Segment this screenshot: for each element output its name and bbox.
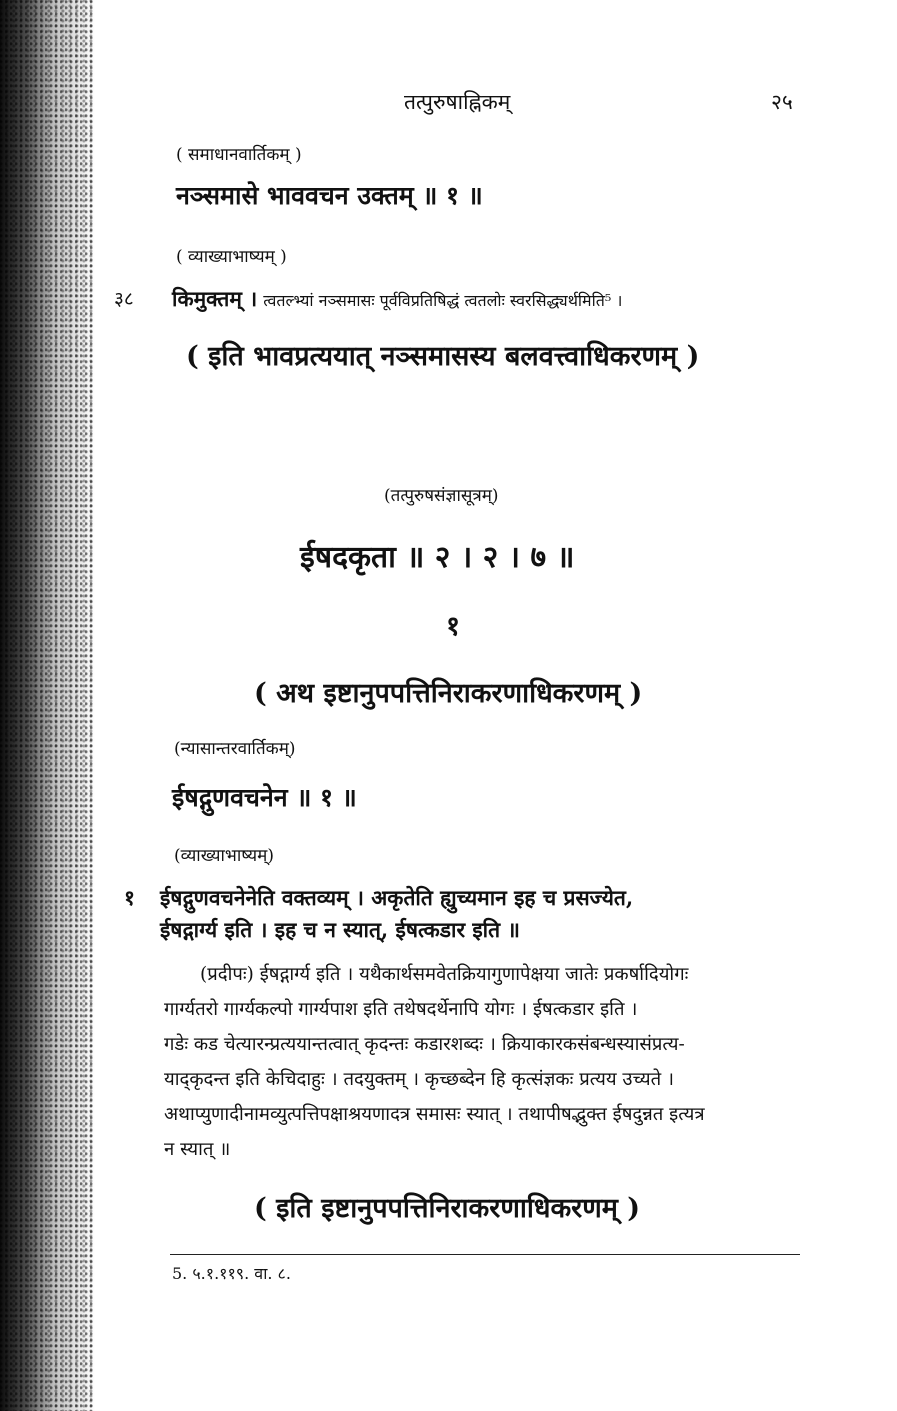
line-number-1: १ <box>124 885 135 910</box>
pradipa-line: गडेः कड चेत्यारन्प्रत्ययान्तत्वात् कृदन्तः कडारशब्दः । क्रियाकारकसंबन्धस्यासंप्रत्य- <box>164 1034 685 1055</box>
label-tatpurusha-sutra: (तत्पुरुषसंज्ञासूत्रम्) <box>384 486 499 506</box>
bhashya-line-1 <box>172 285 622 313</box>
bhashya-rest: त्वतल्भ्यां नञ्समासः पूर्वविप्रतिषिद्धं त्वतलोः स्वरसिद्ध्यर्थमिति⁵ । <box>263 291 623 310</box>
bhashya-line: ईषद्गुणवचनेनेति वक्तव्यम् । अकृतेति ह्युच्यमान इह च प्रसज्येत, <box>160 885 634 910</box>
page-number: २५ <box>771 90 793 114</box>
adhikarana-number: १ <box>446 611 461 642</box>
footnote: 5. ५.१.११९. वा. ८. <box>172 1264 291 1283</box>
bhashya-bold-kimuktam: किमुक्तम् । <box>172 286 258 311</box>
label-samadhana-vartika: ( समाधानवार्तिकम् ) <box>176 145 302 165</box>
scan-edge-shadow <box>0 0 95 1411</box>
sutra-2-2-7: ईषदकृता ॥ २ । २ । ७ ॥ <box>300 540 575 575</box>
line-number-38: ३८ <box>114 288 134 310</box>
vartika-1: नञ्समासे भाववचन उक्तम् ॥ १ ॥ <box>176 181 483 210</box>
running-header-title: तत्पुरुषाह्निकम् <box>404 90 511 114</box>
vartika-ishadgunavachanena: ईषद्गुणवचनेन ॥ १ ॥ <box>172 783 357 812</box>
pradipa-line: याद्कृदन्त इति केचिदाहुः । तदयुक्तम् । कृच्छब्देन हि कृत्संज्ञकः प्रत्यय उच्यते । <box>164 1069 675 1090</box>
label-vyakhya-bhashya-2: (व्याख्याभाष्यम्) <box>174 846 274 866</box>
closing-ishtanupapatti-adhikarana: ( इति इष्टानुपपत्तिनिराकरणाधिकरणम् ) <box>254 1193 641 1224</box>
footnote-divider <box>170 1254 800 1255</box>
pradipa-line: (प्रदीपः) ईषद्गार्ग्य इति । यथैकार्थसमवेतक्रियागुणापेक्षया जातेः प्रकर्षादियोगः <box>200 964 689 985</box>
bhashya-line: ईषद्गार्ग्य इति । इह च न स्यात्, ईषत्कडार इति ॥ <box>160 917 520 942</box>
pradipa-line: अथाप्युणादीनामव्युत्पत्तिपक्षाश्रयणादत्र समासः स्यात् । तथापीषद्भुक्त ईषदुन्नत इत्यत्र <box>164 1104 705 1125</box>
label-vyakhya-bhashya-1: ( व्याख्याभाष्यम् ) <box>176 247 287 267</box>
label-nyasantara-vartika: (न्यासान्तरवार्तिकम्) <box>174 739 296 759</box>
closing-bhavapratyaya-adhikarana: ( इति भावप्रत्ययात् नञ्समासस्य बलवत्त्वाधिकरणम् ) <box>186 341 700 372</box>
pradipa-line: न स्यात् ॥ <box>164 1139 231 1160</box>
heading-ishtanupapatti-adhikarana: ( अथ इष्टानुपपत्तिनिराकरणाधिकरणम् ) <box>254 678 643 709</box>
pradipa-line: गार्ग्यतरो गार्ग्यकल्पो गार्ग्यपाश इति तथेषदर्थेनापि योगः । ईषत्कडार इति । <box>164 999 638 1020</box>
